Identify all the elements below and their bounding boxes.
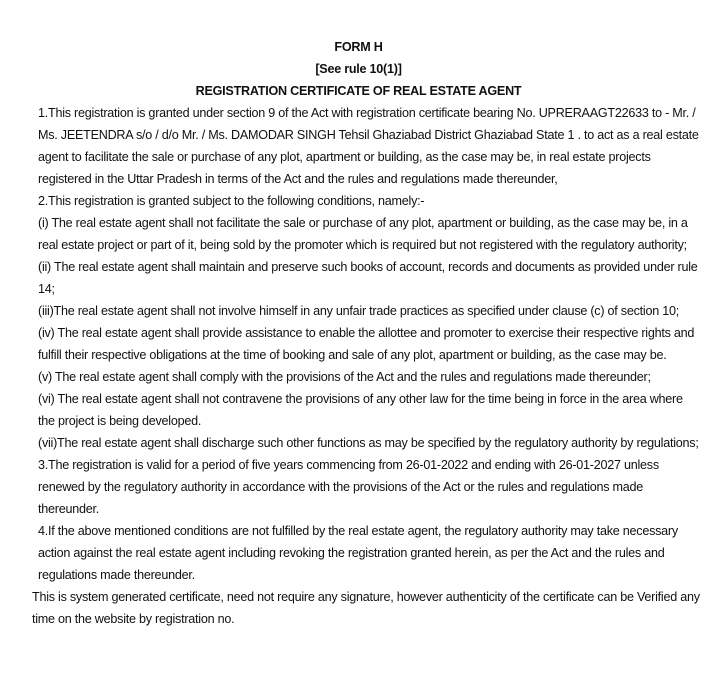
certificate-footer: [0, 586, 717, 630]
body-line: 14;: [38, 282, 55, 296]
body-line: (iii)The real estate agent shall not involve himself in any unfair trade practices as specified under clause (c) of section 10;: [38, 304, 679, 318]
body-line: regulations made thereunder.: [38, 568, 195, 582]
certificate-body: [0, 102, 717, 586]
body-line: 3.The registration is valid for a period of five years commencing from 26-01-2022 and ending with 26-01-2027 unless: [38, 458, 659, 472]
footer-line: time on the website by registration no.: [32, 612, 235, 626]
body-line: (vii)The real estate agent shall discharge such other functions as may be specified by the regulatory authority by regulations;: [38, 436, 699, 450]
body-line: Ms. JEETENDRA s/o / d/o Mr. / Ms. DAMODAR SINGH Tehsil Ghaziabad District Ghaziabad State 1 . to act as a real estate: [38, 128, 699, 142]
footer-line: This is system generated certificate, need not require any signature, however authenticity of the certificate can be Verified any: [32, 590, 700, 604]
body-line: renewed by the regulatory authority in accordance with the provisions of the Act or the rules and regulations made: [38, 480, 644, 494]
body-line: the project is being developed.: [38, 414, 202, 428]
body-line: (v) The real estate agent shall comply with the provisions of the Act and the rules and regulations made thereunder;: [38, 370, 651, 384]
body-line: (ii) The real estate agent shall maintain and preserve such books of account, records and documents as provided under rule: [38, 260, 698, 274]
body-line: (vi) The real estate agent shall not contravene the provisions of any other law for the time being in force in the area where: [38, 392, 683, 406]
body-line: agent to facilitate the sale or purchase of any plot, apartment or building, as the case may be, in real estate projects: [38, 150, 651, 164]
body-line: action against the real estate agent including revoking the registration granted herein, as per the Act and the rules and: [38, 546, 665, 560]
body-line: thereunder.: [38, 502, 99, 516]
body-line: 4.If the above mentioned conditions are not fulfilled by the real estate agent, the regulatory authority may take necessary: [38, 524, 678, 538]
body-line: registered in the Uttar Pradesh in terms of the Act and the rules and regulations made thereunder,: [38, 172, 558, 186]
rule-reference: [See rule 10(1)]: [315, 62, 402, 76]
body-line: real estate project or part of it, being sold by the promoter which is required but not registered with the regulatory authority;: [38, 238, 687, 252]
body-line: (iv) The real estate agent shall provide assistance to enable the allottee and promoter to exercise their respective rights and: [38, 326, 695, 340]
body-line: fulfill their respective obligations at the time of booking and sale of any plot, apartment or building, as the case may be.: [38, 348, 667, 362]
body-line: 2.This registration is granted subject to the following conditions, namely:-: [38, 194, 425, 208]
body-line: (i) The real estate agent shall not facilitate the sale or purchase of any plot, apartment or building, as the case may be, in a: [38, 216, 688, 230]
form-label: FORM H: [334, 40, 383, 54]
certificate-title: REGISTRATION CERTIFICATE OF REAL ESTATE AGENT: [195, 84, 522, 98]
body-line: 1.This registration is granted under section 9 of the Act with registration certificate bearing No. UPRERAAGT22633 to - Mr. /: [38, 106, 696, 120]
